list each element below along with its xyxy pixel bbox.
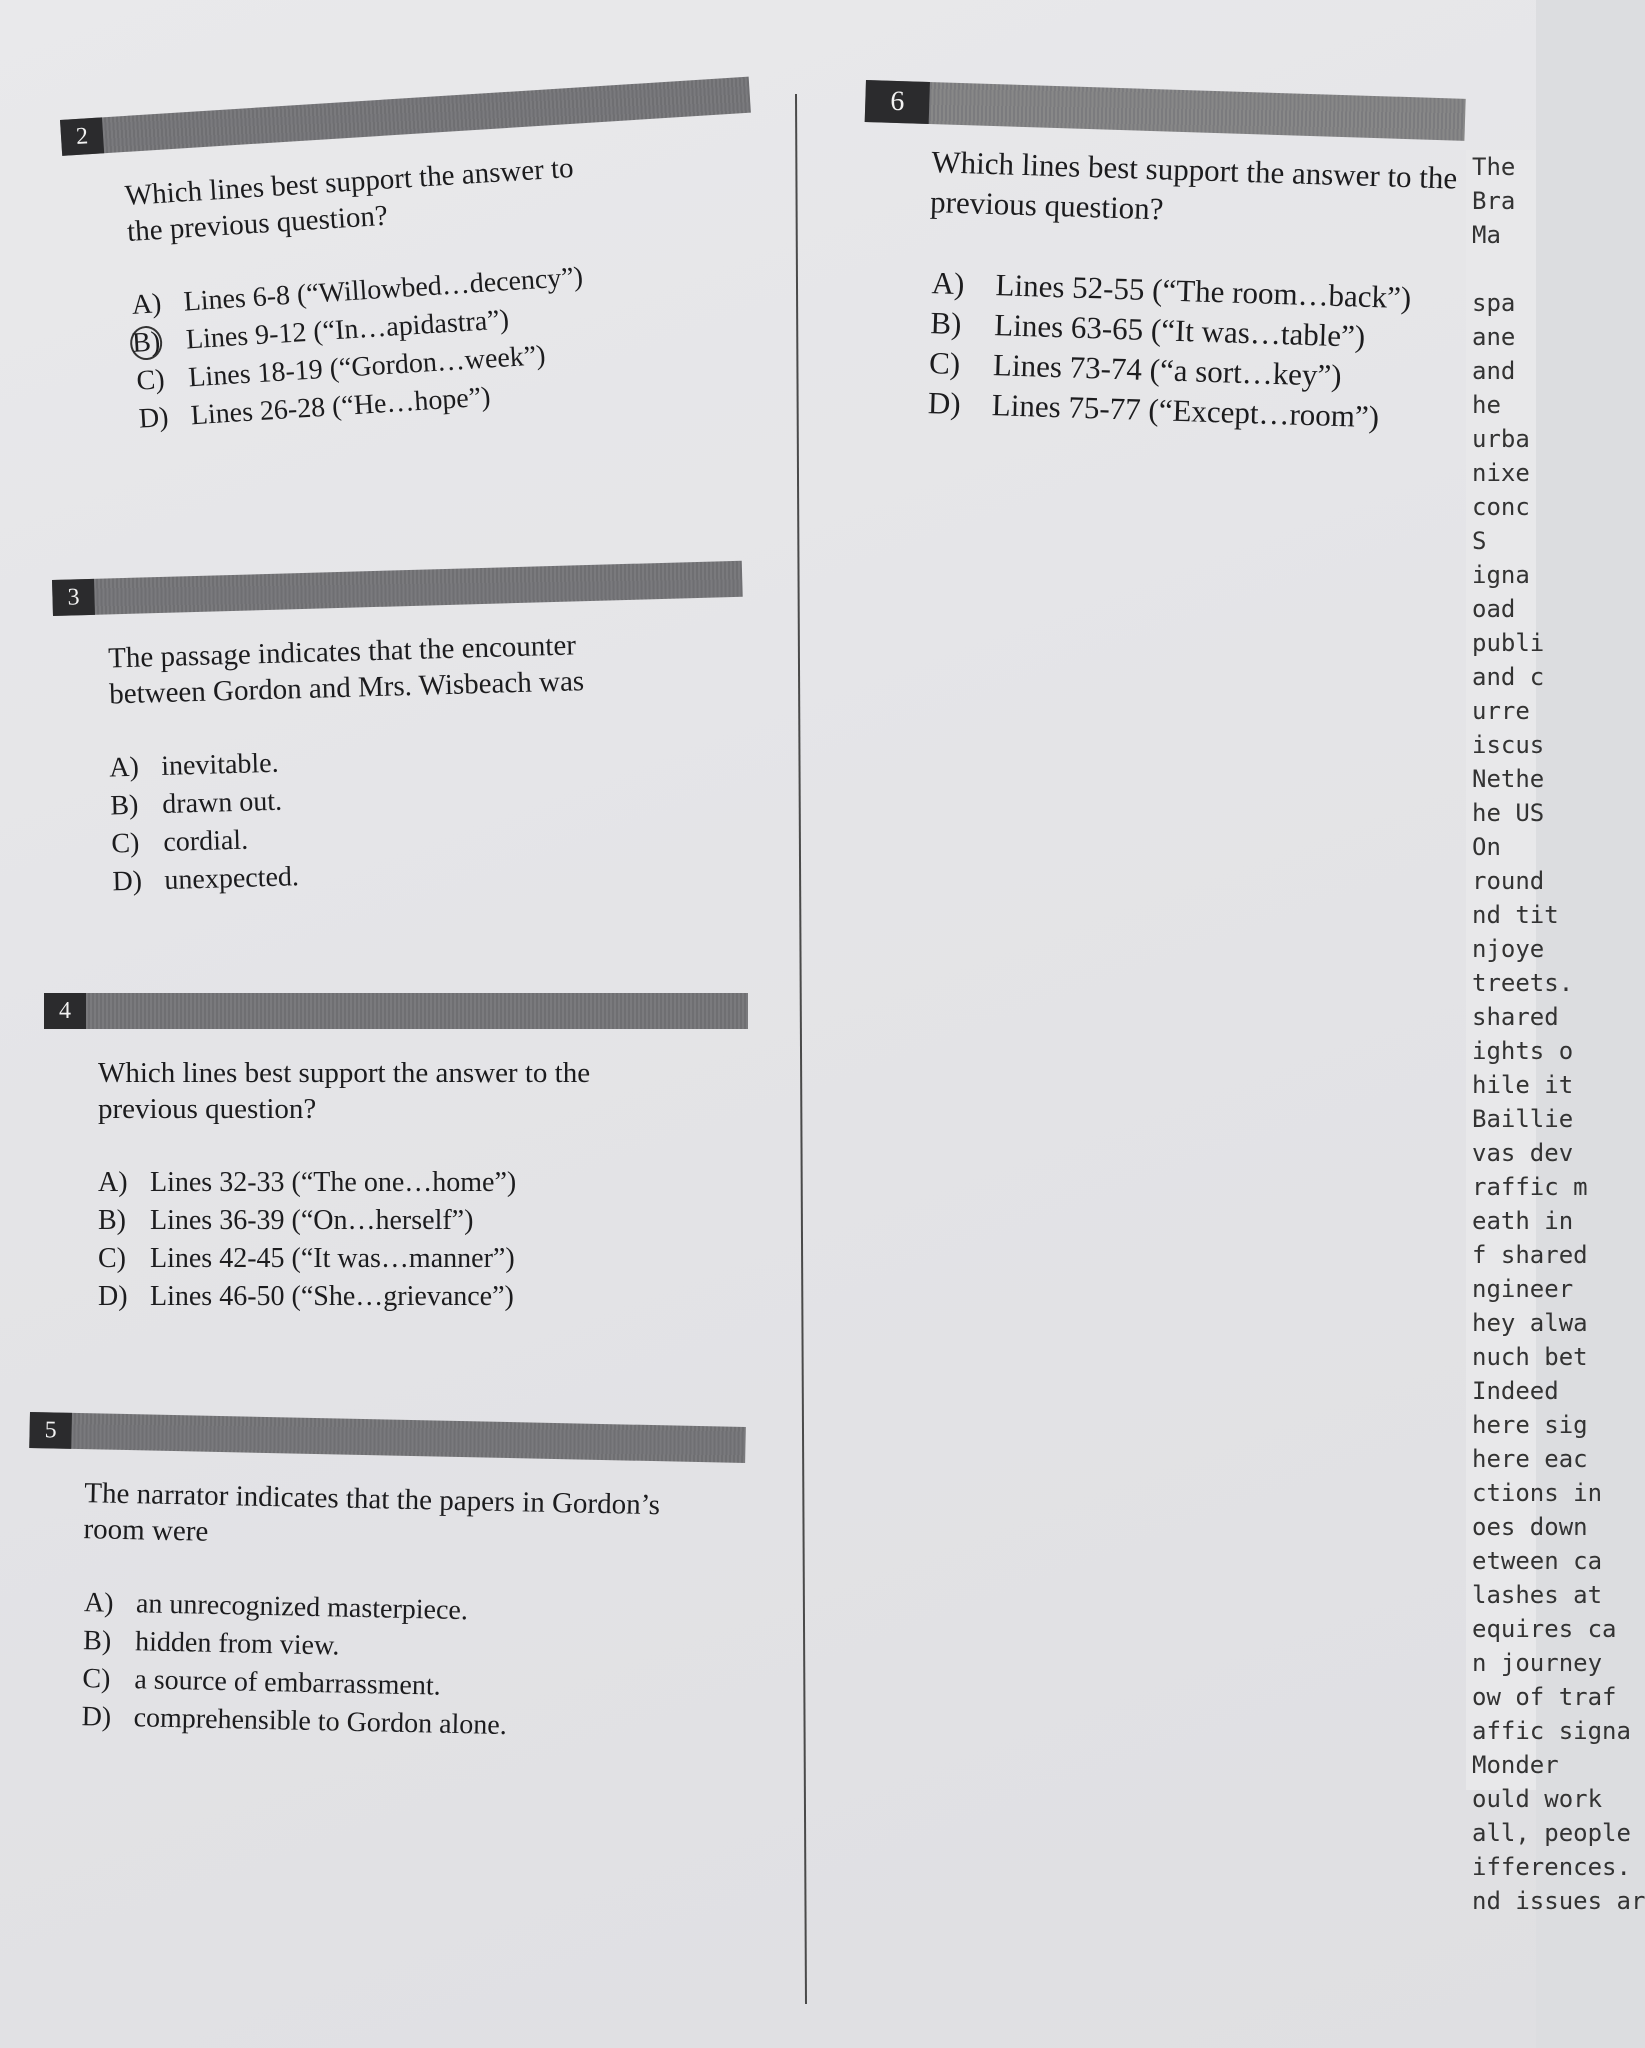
answer-choices	[131, 247, 769, 438]
choice-letter: D)	[112, 865, 143, 897]
question-number: 5	[29, 1412, 72, 1449]
choice-letter: A)	[98, 1166, 128, 1198]
choice-letter: A)	[130, 287, 163, 321]
question-number: 4	[44, 993, 86, 1029]
choice-letter: B)	[929, 304, 962, 341]
adjacent-page-fragment: conc	[1472, 493, 1530, 521]
selected-answer-circle: B)	[129, 325, 163, 361]
adjacent-page-fragment: raffic m	[1472, 1173, 1588, 1201]
choice-letter: A)	[931, 264, 965, 301]
adjacent-page-fragment: On	[1472, 833, 1501, 861]
choice-text: Lines 18-19 (“Gordon…week”)	[187, 339, 547, 393]
choice-text: Lines 36-39 (“On…herself”)	[150, 1204, 474, 1236]
adjacent-page-fragment: Ma	[1472, 221, 1501, 249]
choice-text: Lines 9-12 (“In…apidastra”)	[185, 303, 510, 355]
adjacent-page-fragment: S	[1472, 527, 1487, 555]
answer-choices	[109, 731, 751, 901]
adjacent-page-fragment: he	[1472, 391, 1501, 419]
adjacent-page-fragment: affic signa	[1472, 1717, 1631, 1745]
question-stem: The passage indicates that the encounter between Gordon and Mrs. Wisbeach was	[107, 629, 585, 711]
adjacent-page-fragment: The	[1472, 153, 1516, 181]
choice-letter-circled	[133, 321, 187, 362]
adjacent-page-fragment: nuch bet	[1472, 1343, 1588, 1371]
question-header-bar	[865, 80, 1466, 141]
question-5	[23, 1412, 746, 1765]
adjacent-page-fragment: oes down	[1472, 1513, 1588, 1541]
adjacent-page-edge	[1466, 150, 1645, 1915]
adjacent-page-fragment: equires ca	[1472, 1615, 1617, 1643]
choice-text: inevitable.	[160, 747, 280, 782]
adjacent-page-fragment: njoye	[1472, 935, 1545, 963]
adjacent-page-fragment: here eac	[1472, 1445, 1588, 1473]
choice-text: Lines 63-65 (“It was…table”)	[993, 306, 1366, 354]
choice-letter: B)	[98, 1204, 126, 1236]
choice-text: unexpected.	[163, 860, 300, 896]
adjacent-page-fragment: ane	[1472, 323, 1516, 351]
adjacent-page-fragment: ow of traf	[1472, 1683, 1617, 1711]
adjacent-page-fragment: urba	[1472, 425, 1530, 453]
answer-choices	[927, 263, 1460, 440]
answer-choice-d[interactable]	[98, 1278, 748, 1316]
choice-text: an unrecognized masterpiece.	[135, 1587, 469, 1626]
choice-letter: D)	[81, 1700, 112, 1733]
adjacent-page-fragment: he US	[1472, 799, 1545, 827]
question-stem: Which lines best support the answer to the previous question?	[929, 144, 1458, 227]
adjacent-page-fragment: nd tit	[1472, 901, 1559, 929]
choice-letter: C)	[928, 344, 961, 381]
adjacent-page-fragment: iscus	[1472, 731, 1545, 759]
adjacent-page-fragment: and c	[1472, 663, 1545, 691]
choice-text: cordial.	[162, 824, 249, 858]
question-2	[60, 77, 770, 458]
adjacent-page-fragment: vas dev	[1472, 1139, 1574, 1167]
answer-choice-c[interactable]	[98, 1240, 748, 1278]
question-stem: The narrator indicates that the papers in Gordon’s room were	[83, 1477, 661, 1549]
choice-text: Lines 26-28 (“He…hope”)	[189, 381, 492, 431]
adjacent-page-fragment: spa	[1472, 289, 1516, 317]
adjacent-page-fragment: ould work	[1472, 1785, 1603, 1813]
adjacent-page-fragment: Monder	[1472, 1751, 1559, 1779]
adjacent-page-fragment: here sig	[1472, 1411, 1588, 1439]
choice-letter: A)	[108, 751, 140, 783]
choice-letter: C)	[135, 363, 166, 397]
choice-text: Lines 42-45 (“It was…manner”)	[150, 1242, 515, 1274]
answer-choice-b[interactable]	[98, 1202, 748, 1240]
question-header-bar	[52, 561, 743, 616]
adjacent-page-fragment: hey alwa	[1472, 1309, 1588, 1337]
adjacent-page-fragment	[1472, 252, 1536, 286]
question-number: 2	[60, 117, 104, 156]
column-divider	[795, 94, 807, 2004]
choice-letter: C)	[82, 1662, 111, 1695]
adjacent-page-fragment: and	[1472, 357, 1516, 385]
question-stem: Which lines best support the answer to the previous question?	[123, 151, 575, 249]
question-header-bar	[60, 77, 751, 156]
adjacent-page-fragment: nixe	[1472, 459, 1530, 487]
adjacent-page-fragment: publi	[1472, 629, 1545, 657]
adjacent-page-fragment: treets.	[1472, 969, 1574, 997]
adjacent-page-fragment: igna	[1472, 561, 1530, 589]
adjacent-page-fragment: nd issues ar	[1472, 1887, 1645, 1915]
question-4	[44, 993, 748, 1332]
choice-text: a source of embarrassment.	[134, 1663, 442, 1702]
adjacent-page-fragment: shared	[1472, 1003, 1559, 1031]
adjacent-page-fragment: round	[1472, 867, 1545, 895]
question-header-bar	[29, 1412, 746, 1463]
adjacent-page-fragment: etween ca	[1472, 1547, 1603, 1575]
choice-letter: D)	[98, 1280, 128, 1312]
choice-letter: D)	[927, 384, 962, 421]
adjacent-page-fragment: ights o	[1472, 1037, 1574, 1065]
question-number: 3	[52, 579, 95, 616]
adjacent-page-fragment: all, people	[1472, 1819, 1631, 1847]
choice-letter: A)	[83, 1586, 114, 1619]
adjacent-page-fragment: ctions in	[1472, 1479, 1603, 1507]
choice-letter: B)	[82, 1624, 112, 1657]
adjacent-page-fragment: ngineer	[1472, 1275, 1574, 1303]
adjacent-page-fragment: n journey	[1472, 1649, 1603, 1677]
adjacent-page-fragment: f shared	[1472, 1241, 1588, 1269]
adjacent-page-fragment: lashes at	[1472, 1581, 1603, 1609]
answer-choices	[81, 1584, 742, 1750]
choice-text: comprehensible to Gordon alone.	[133, 1701, 508, 1741]
adjacent-page-fragment: Baillie	[1472, 1105, 1574, 1133]
choice-text: Lines 46-50 (“She…grievance”)	[150, 1280, 514, 1312]
question-header-bar	[44, 993, 748, 1029]
choice-text: drawn out.	[161, 785, 283, 820]
choice-text: Lines 32-33 (“The one…home”)	[150, 1166, 517, 1198]
choice-text: Lines 73-74 (“a sort…key”)	[992, 346, 1343, 393]
choice-text: Lines 52-55 (“The room…back”)	[995, 266, 1412, 315]
adjacent-page-fragment: Bra	[1472, 187, 1516, 215]
choice-text: Lines 75-77 (“Except…room”)	[991, 386, 1380, 434]
choice-letter: B)	[109, 789, 139, 821]
adjacent-page-fragment: urre	[1472, 697, 1530, 725]
question-number: 6	[865, 80, 930, 124]
adjacent-page-fragment: hile it	[1472, 1071, 1574, 1099]
question-6	[855, 80, 1466, 455]
choice-letter: D)	[137, 401, 170, 435]
choice-text: Lines 6-8 (“Willowbed…decency”)	[182, 261, 584, 318]
answer-choice-a[interactable]	[98, 1164, 748, 1202]
answer-choices	[98, 1164, 748, 1316]
choice-letter: C)	[98, 1242, 126, 1274]
question-3	[52, 561, 751, 919]
choice-letter: C)	[110, 827, 140, 859]
adjacent-page-fragment: oad	[1472, 595, 1516, 623]
adjacent-page-fragment: Nethe	[1472, 765, 1545, 793]
adjacent-page-fragment: eath in	[1472, 1207, 1574, 1235]
adjacent-page-fragment: Indeed	[1472, 1377, 1559, 1405]
adjacent-page-fragment: ifferences.	[1472, 1853, 1631, 1881]
question-stem: Which lines best support the answer to the previous question?	[98, 1057, 591, 1126]
choice-text: hidden from view.	[134, 1625, 340, 1662]
